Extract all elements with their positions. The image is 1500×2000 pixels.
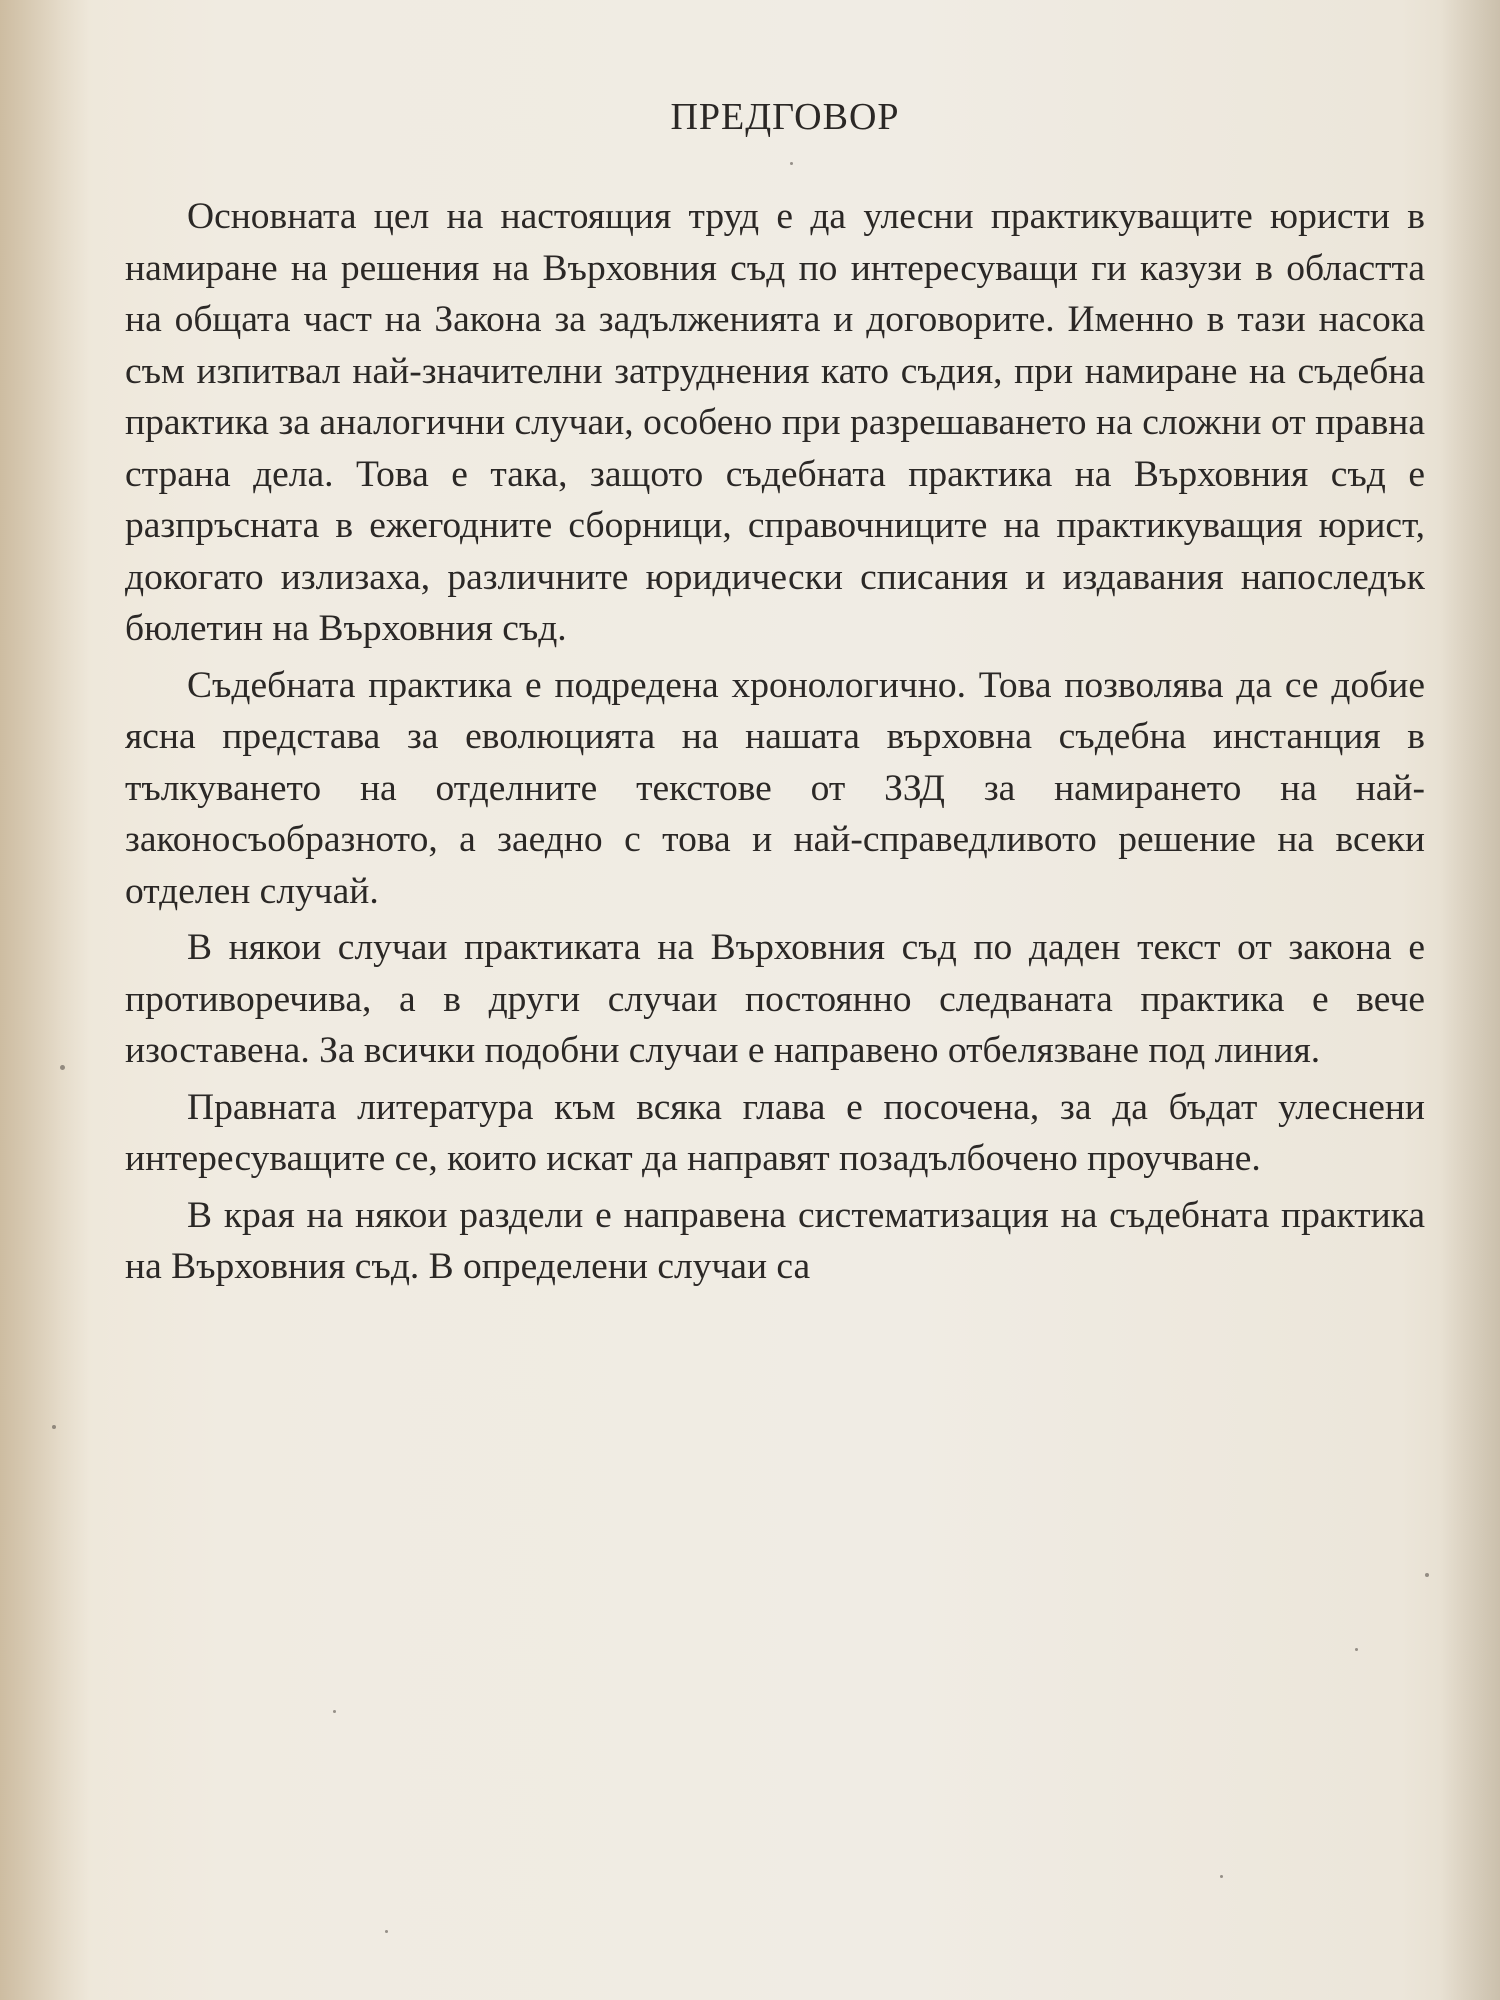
paper-speck [1425, 1573, 1429, 1577]
paragraph-2: Съдебната практика е подредена хронологично. Това позволява да се добие ясна представа за еволюцията на нашата върховна съдебна инстанция в тълкуването на отделните текстове от ЗЗД за намирането на най-законосъобразното, а заедно с това и най-справедливото решение на всеки отделен случай. [125, 664, 1425, 912]
page-edge-shadow [1440, 0, 1500, 2000]
paragraph-5: В края на някои раздели е направена систематизация на съдебната практика на Върховния съд. В определени случаи са [125, 1194, 1425, 1287]
paper-speck [333, 1710, 336, 1713]
paper-speck [52, 1425, 56, 1429]
paragraph-4: Правната литература към всяка глава е посочена, за да бъдат улеснени интересуващите се, които искат да направят позадълбочено проучване. [125, 1086, 1425, 1179]
paragraph-3: В някои случаи практиката на Върховния съд по даден текст от закона е противоречива, а в други случаи постоянно следваната практика е вече изоставена. За всички подобни случаи е направено отбелязване под линия. [125, 927, 1425, 1071]
paper-speck [1220, 1875, 1223, 1878]
paper-speck [60, 1065, 65, 1070]
page-title: ПРЕДГОВОР [670, 96, 900, 138]
paragraph-1: Основната цел на настоящия труд е да улесни практикуващите юристи в намиране на решения на Върховния съд по интересуващи ги казузи в областта на общата част на Закона за задълженията и договорите. Именно в тази насока съм изпитвал най-значителни затруднения като съдия, при намиране на съдебна практика за аналогични случаи, особено при разрешаването на сложни от правна страна дела. Това е така, защото съдебната практика на Върховния съд е разпръсната в ежегодните сборници, справочниците на практикуващия юрист, докогато излизаха, различните юридически списания и издавания напоследък бюлетин на Върховния съд. [125, 196, 1425, 649]
page-gutter-shadow [0, 0, 90, 2000]
paper-speck [1355, 1648, 1358, 1651]
paper-speck [385, 1930, 388, 1933]
book-page [125, 95, 1425, 1298]
paper-speck [790, 162, 793, 165]
